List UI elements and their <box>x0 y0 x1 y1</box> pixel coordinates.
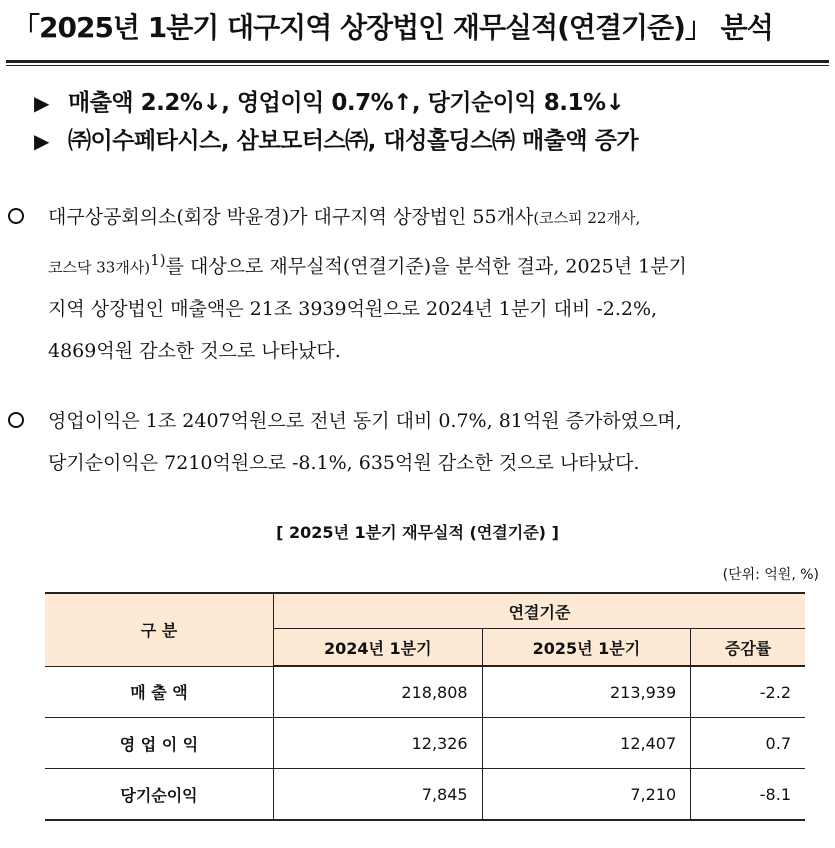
summary-bullet-1 <box>34 84 624 117</box>
table-row <box>45 769 805 821</box>
value-change: -8.1 <box>691 769 805 821</box>
triangle-bullet-icon: ▶ <box>34 91 49 115</box>
footnote-marker: 1) <box>150 251 166 269</box>
circle-bullet-icon <box>8 412 24 428</box>
header-category: 구 분 <box>45 593 274 666</box>
value-2025: 7,210 <box>482 769 691 821</box>
value-change: 0.7 <box>691 718 805 769</box>
table-row <box>45 718 805 769</box>
header-change: 증감률 <box>691 629 805 667</box>
paragraph-sales <box>8 196 823 372</box>
value-2024: 7,845 <box>274 769 483 821</box>
paragraph-line: 코스닥 33개사)$^{1)}$를 대상으로 재무실적(연결기준)을 분석한 결과, 2025년 1분기 <box>48 251 687 278</box>
table-title: [ 2025년 1분기 재무실적 (연결기준) ] <box>276 523 559 542</box>
triangle-bullet-icon: ▶ <box>34 129 49 153</box>
table-header-row <box>45 593 805 629</box>
summary-bullet-text: 매출액 2.2%↓, 영업이익 0.7%↑, 당기순이익 8.1%↓ <box>68 90 625 116</box>
circle-bullet-icon <box>8 208 24 224</box>
paragraph-line: 당기순이익은 7210억원으로 -8.1%, 635억원 감소한 것으로 나타났다. <box>48 452 640 474</box>
paragraph-line: 영업이익은 1조 2407억원으로 전년 동기 대비 0.7%, 81억원 증가하였으며, <box>48 410 682 432</box>
table-row <box>45 666 805 718</box>
summary-bullet-2 <box>34 122 638 155</box>
value-2024: 12,326 <box>274 718 483 769</box>
page-title: 「2025년 1분기 대구지역 상장법인 재무실적(연결기준)」 분석 <box>12 11 773 44</box>
summary-bullet-text: ㈜이수페타시스, 삼보모터스㈜, 대성홀딩스㈜ 매출액 증가 <box>68 128 639 154</box>
paragraph-line: 4869억원 감소한 것으로 나타났다. <box>48 340 341 363</box>
row-label: 영 업 이 익 <box>45 718 274 769</box>
value-2025: 213,939 <box>482 666 691 718</box>
paragraph-line: 지역 상장법인 매출액은 21조 3939억원으로 2024년 1분기 대비 -2.2%, <box>48 298 658 321</box>
financial-results-table <box>45 592 805 821</box>
title-underline-thick <box>6 60 829 63</box>
paragraph-profit <box>8 400 823 484</box>
value-2024: 218,808 <box>274 666 483 718</box>
header-group: 연결기준 <box>274 593 806 629</box>
row-label: 당기순이익 <box>45 769 274 821</box>
paragraph-line: 대구상공회의소(회장 박윤경)가 대구지역 상장법인 55개사(코스피 22개사, <box>48 206 641 228</box>
row-label: 매 출 액 <box>45 666 274 718</box>
value-change: -2.2 <box>691 666 805 718</box>
header-2025: 2025년 1분기 <box>482 629 691 667</box>
title-underline-thin <box>6 65 829 66</box>
value-2025: 12,407 <box>482 718 691 769</box>
header-2024: 2024년 1분기 <box>274 629 483 667</box>
unit-label: (단위: 억원, %) <box>722 567 819 583</box>
